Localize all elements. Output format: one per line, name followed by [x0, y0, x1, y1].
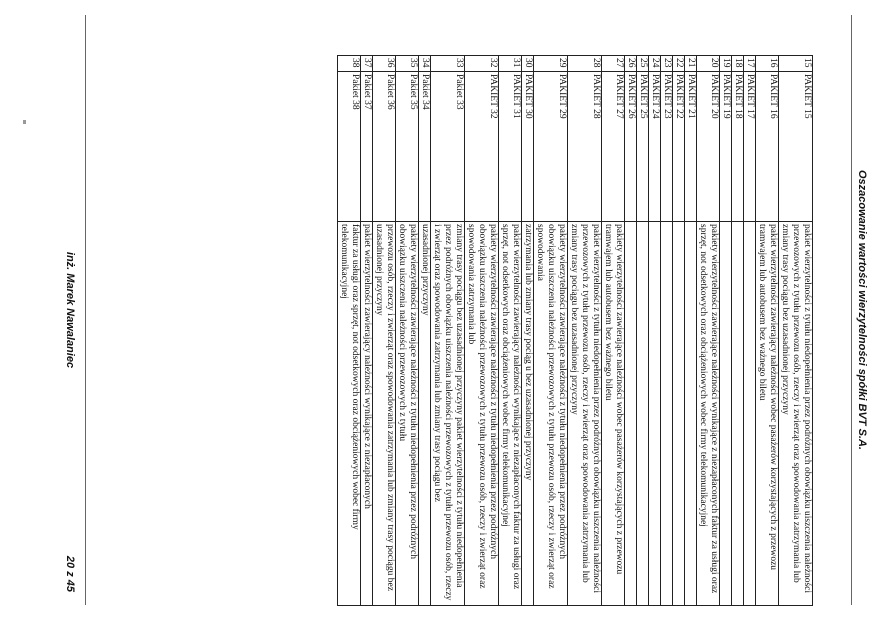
row-number-cell: 24 — [649, 56, 661, 72]
table-row — [534, 56, 568, 606]
table-row — [685, 56, 697, 606]
row-number-cell: 30 — [522, 56, 534, 72]
row-number-cell: 16 — [756, 56, 779, 72]
package-description-cell: pakiet wierzytelności zawierający należności wynikające z niezapłaconych — [361, 222, 373, 606]
row-number-cell: 28 — [568, 56, 602, 72]
package-description-cell — [637, 222, 649, 606]
row-number-cell: 23 — [661, 56, 673, 72]
package-name-cell: PAKIET 19 — [720, 72, 732, 222]
table-row — [779, 56, 813, 606]
package-name-cell: PAKIET 15 — [779, 72, 813, 222]
table-row — [361, 56, 373, 606]
package-description-cell: pakiet wierzytelności zawierający należności wobec pasażerów korzystających z przewozu tramwajem lub autobusem bez ważnego biletu — [756, 222, 779, 606]
package-name-cell: Pakiet 33 — [431, 72, 465, 222]
table-row — [637, 56, 649, 606]
package-description-cell — [661, 222, 673, 606]
table-row — [396, 56, 419, 606]
page-header-title: Oszacowanie wartości wierzytelności spółki BVT S.A. — [856, 170, 868, 450]
package-description-cell — [625, 222, 637, 606]
package-description-cell — [732, 222, 744, 606]
package-name-cell: PAKIET 29 — [534, 72, 568, 222]
row-number-cell: 35 — [396, 56, 419, 72]
table-row — [697, 56, 720, 606]
package-name-cell: PAKIET 25 — [637, 72, 649, 222]
row-number-cell: 19 — [720, 56, 732, 72]
scan-mark — [23, 120, 26, 124]
package-name-cell: Pakiet 37 — [361, 72, 373, 222]
package-name-cell: Pakiet 38 — [338, 72, 361, 222]
package-name-cell: Pakiet 35 — [396, 72, 419, 222]
package-name-cell: PAKIET 20 — [697, 72, 720, 222]
row-number-cell: 26 — [625, 56, 637, 72]
package-description-cell: pakiety wierzytelności zawierające należności wobec pasażerów korzystających z przewozu tramwajem lub autobusem bez ważnego biletu — [602, 222, 625, 606]
package-description-cell: faktur za usługi oraz sprzęt, not odsetkowych oraz obciążeniowych wobec firmy telekomunikacyjnej — [338, 222, 361, 606]
table-row — [649, 56, 661, 606]
package-description-cell: pakiet wierzytelności zawierający należności wynikające z niezapłaconych faktur za usługi oraz sprzęt, not odsetkowych oraz obciążeniowych wobec firmy telekomunikacyjnej — [499, 222, 522, 606]
row-number-cell: 32 — [465, 56, 499, 72]
package-description-cell: pakiety wierzytelności zawierające należności z tytułu niedopełnienia przez podróżnych obowiązku uiszczenia należności przewozowych z tytułu przewozu osób, rzeczy i zwierząt oraz spowodowania — [534, 222, 568, 606]
table-row — [602, 56, 625, 606]
row-number-cell: 33 — [431, 56, 465, 72]
row-number-cell: 34 — [419, 56, 431, 72]
table-row — [522, 56, 534, 606]
packages-table — [337, 55, 813, 606]
footer-divider — [85, 15, 86, 605]
table-row — [720, 56, 732, 606]
package-name-cell: PAKIET 21 — [685, 72, 697, 222]
package-name-cell: PAKIET 22 — [673, 72, 685, 222]
package-name-cell: PAKIET 32 — [465, 72, 499, 222]
table-row — [673, 56, 685, 606]
package-name-cell: PAKIET 16 — [756, 72, 779, 222]
package-name-cell: PAKIET 27 — [602, 72, 625, 222]
table-row — [625, 56, 637, 606]
row-number-cell: 31 — [499, 56, 522, 72]
row-number-cell: 21 — [685, 56, 697, 72]
table-row — [419, 56, 431, 606]
package-description-cell — [744, 222, 756, 606]
package-description-cell: pakiet wierzytelności z tytułu niedopełnienia przez podróżnych obowiązku uiszczenia należności przewozowych z tytułu przewozu osób, rzeczy i zwierząt oraz spowodowania zatrzymania lub zmiany trasy pociągu bez uzasadnionej przyczyny — [779, 222, 813, 606]
table-row — [465, 56, 499, 606]
footer-author: inż. Marek Nawalaniec — [64, 251, 76, 369]
row-number-cell: 37 — [361, 56, 373, 72]
packages-table-body — [338, 56, 813, 606]
package-description-cell: pakiet wierzytelności z tytułu niedopełnienia przez podróżnych obowiązku uiszczenia należności przewozowych z tytułu przewozu osób, rzeczy i zwierząt oraz spowodowania zatrzymania lub zmiany trasy pociągu bez uzasadnionej przyczyny — [568, 222, 602, 606]
row-number-cell: 15 — [779, 56, 813, 72]
package-description-cell: zmiany trasy pociągu bez uzasadnionej przyczyny pakiet wierzytelności z tytułu niedopełnienia przez podróżnych obowiązku uiszczenia należności przewozowych z tytułu przewozu osób, rzeczy i zwierząt oraz spowodowania zatrzymania lub zmiany trasy pociągu bez — [431, 222, 465, 606]
package-name-cell: Pakiet 36 — [373, 72, 396, 222]
package-description-cell — [720, 222, 732, 606]
row-number-cell: 27 — [602, 56, 625, 72]
row-number-cell: 25 — [637, 56, 649, 72]
row-number-cell: 36 — [373, 56, 396, 72]
package-description-cell: pakiety wierzytelności zawierające należności wynikające z niezapłaconych faktur za usługi oraz sprzęt, not odsetkowych oraz obciążeniowych wobec firmy telekomunikacyjnej — [697, 222, 720, 606]
table-row — [338, 56, 361, 606]
package-description-cell: uzasadnionej przyczyny — [419, 222, 431, 606]
header-divider — [851, 15, 852, 605]
table-row — [373, 56, 396, 606]
package-name-cell: PAKIET 24 — [649, 72, 661, 222]
package-name-cell: Pakiet 34 — [419, 72, 431, 222]
table-row — [744, 56, 756, 606]
row-number-cell: 29 — [534, 56, 568, 72]
table-row — [499, 56, 522, 606]
package-name-cell: PAKIET 26 — [625, 72, 637, 222]
row-number-cell: 38 — [338, 56, 361, 72]
package-name-cell: PAKIET 18 — [732, 72, 744, 222]
package-name-cell: PAKIET 28 — [568, 72, 602, 222]
package-description-cell — [673, 222, 685, 606]
row-number-cell: 18 — [732, 56, 744, 72]
row-number-cell: 17 — [744, 56, 756, 72]
row-number-cell: 22 — [673, 56, 685, 72]
package-name-cell: PAKIET 23 — [661, 72, 673, 222]
package-description-cell: zatrzymania lub zmiany trasy pociąg u bez uzasadnionej przyczyny — [522, 222, 534, 606]
table-row — [568, 56, 602, 606]
package-name-cell: PAKIET 17 — [744, 72, 756, 222]
table-row — [732, 56, 744, 606]
package-name-cell: PAKIET 31 — [499, 72, 522, 222]
package-description-cell: pakiety wierzytelności zawierające należności z tytułu niedopełnienia przez podróżnych obowiązku uiszczenia należności przewozowych z tytułu — [396, 222, 419, 606]
table-row — [431, 56, 465, 606]
package-description-cell: przewozu osób, rzeczy i zwierząt oraz spowodowania zatrzymania lub zmiany trasy pociągu bez uzasadnionej przyczyny — [373, 222, 396, 606]
package-description-cell — [685, 222, 697, 606]
page-number: 20 z 45 — [64, 555, 76, 592]
row-number-cell: 20 — [697, 56, 720, 72]
package-description-cell: pakiety wierzytelności zawierające należności z tytułu niedopełnienia przez podróżnych obowiązku uiszczenia należności przewozowych z tytułu przewozu osób, rzeczy i zwierząt oraz spowodowania zatrzymania lub — [465, 222, 499, 606]
table-row — [756, 56, 779, 606]
table-row — [661, 56, 673, 606]
package-name-cell: PAKIET 30 — [522, 72, 534, 222]
package-description-cell — [649, 222, 661, 606]
